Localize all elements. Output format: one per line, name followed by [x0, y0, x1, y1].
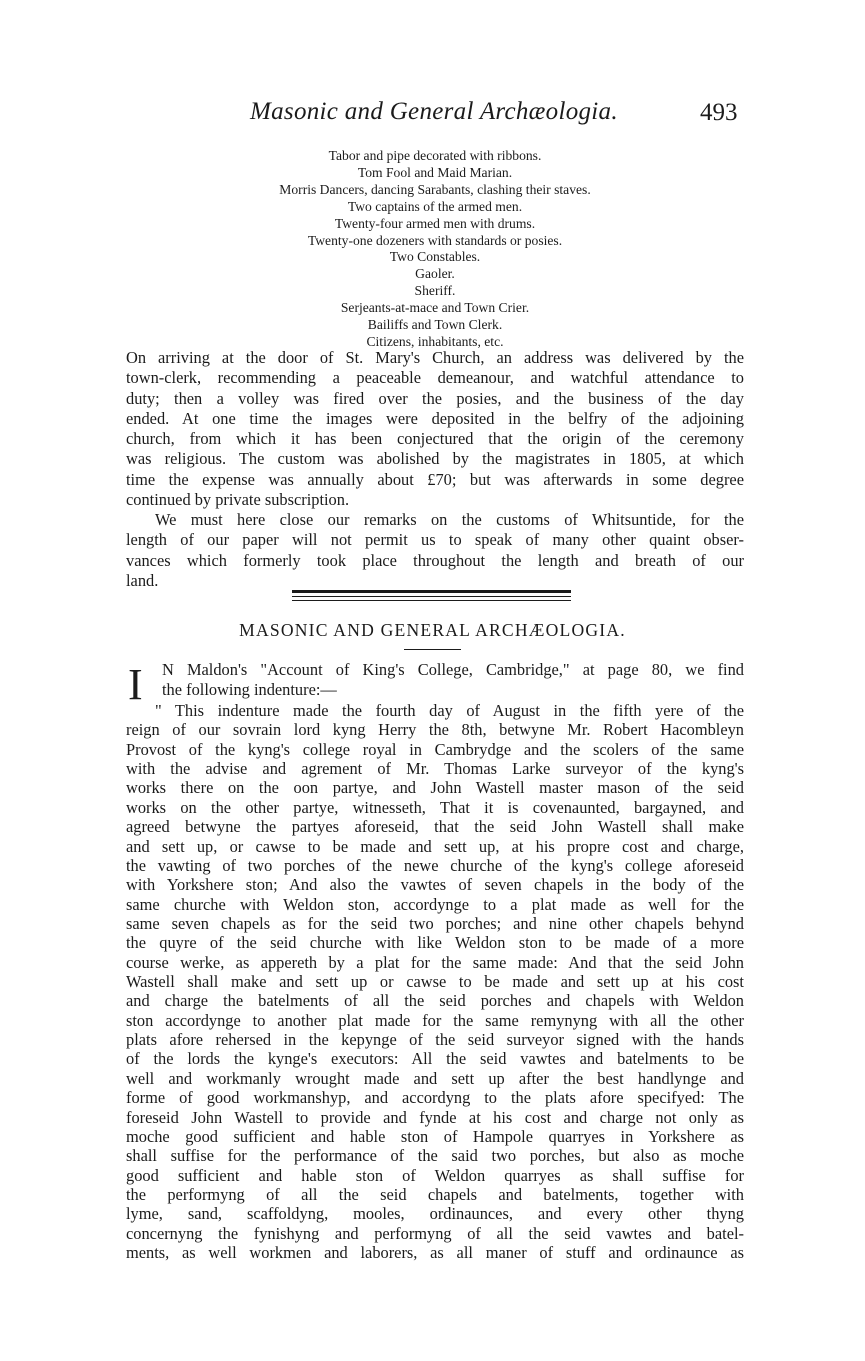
procession-item: Gaoler. — [415, 266, 455, 282]
text-line: land. — [126, 570, 159, 590]
procession-item: Twenty-one dozeners with standards or posies. — [307, 232, 563, 248]
text-line: with Yorkshere ston; And also the vawtes of seven chapels in the body of the — [126, 875, 744, 895]
text-line: the vawting of two porches of the newe churche of the kyng's college aforeseid — [126, 855, 744, 875]
text-line: and sett up, or cawse to be made and sett up, at his propre cost and charge, — [126, 836, 744, 856]
text-line: ments, as well workmen and laborers, as all maner of stuff and ordinaunce as — [126, 1243, 744, 1263]
text-line: and charge the batelments of all the seid porches and chapels with Weldon — [126, 991, 744, 1011]
procession-list — [200, 148, 670, 351]
text-line: agreed betwyne the partyes aforeseid, that the seid John Wastell shall make — [126, 817, 744, 837]
text-line: the quyre of the seid churche with like Weldon ston to be made of a more — [126, 933, 744, 953]
text-line: with the advise and agrement of Mr. Thomas Larke surveyor of the kyng's — [126, 759, 744, 779]
text-line: was religious. The custom was abolished by the magistrates in 1805, at which — [126, 449, 744, 469]
paragraph-arrival — [126, 348, 744, 510]
text-line: shall suffise for the performance of the said two porches, but also as moche — [126, 1146, 744, 1166]
text-line: of the lords the kynge's executors: All the seid vawtes and batelments to be — [126, 1049, 744, 1069]
text-line: same churche with Weldon ston, accordynge to a plat made as well for the — [126, 894, 744, 914]
text-line: the following indenture:— — [162, 680, 337, 700]
text-line: We must here close our remarks on the customs of Whitsuntide, for the — [155, 510, 744, 529]
heading-rule — [404, 649, 461, 650]
procession-item: Two captains of the armed men. — [347, 198, 523, 214]
text-line: length of our paper will not permit us to speak of many other quaint obser- — [126, 530, 744, 550]
text-line: concernyng the fynishyng and performyng of all the seid vawtes and batel- — [126, 1223, 744, 1243]
procession-item: Twenty-four armed men with drums. — [334, 215, 536, 231]
text-line: town-clerk, recommending a peaceable demeanour, and watchful attendance to — [126, 368, 744, 388]
text-line: works there on the oon partye, and John Wastell master mason of the seid — [126, 778, 744, 798]
text-line: ston accordynge to another plat made for the same remynyng with all the other — [126, 1010, 744, 1030]
section-heading: MASONIC AND GENERAL ARCHÆOLOGIA. — [239, 620, 626, 640]
paragraph-maldon — [126, 660, 744, 701]
text-line: lyme, sand, scaffoldyng, mooles, ordinaunces, and every other thyng — [126, 1204, 744, 1224]
procession-item: Bailiffs and Town Clerk. — [367, 317, 503, 333]
text-line: plats afore rehersed in the kepynge of the seid surveyor signed with the hands — [126, 1030, 744, 1050]
text-line: Provost of the kyng's college royal in Cambrydge and the scolers of the same — [126, 739, 744, 759]
text-line: time the expense was annually about £70; but was afterwards in some degree — [126, 469, 744, 489]
text-line: foreseid John Wastell to provide and fynde at his cost and charge not only as — [126, 1107, 744, 1127]
text-line: works on the other partye, witnesseth, That it is covenaunted, bargayned, and — [126, 797, 744, 817]
section-divider-line — [292, 600, 571, 601]
text-line: well and workmanly wrought made and sett up after the best handlynge and — [126, 1068, 744, 1088]
procession-item: Serjeants-at-mace and Town Crier. — [340, 300, 530, 316]
running-title: Masonic and General Archæologia. — [250, 98, 618, 125]
procession-item: Citizens, inhabitants, etc. — [366, 333, 504, 349]
section-divider — [292, 590, 571, 593]
paragraph-indenture — [126, 701, 744, 1262]
text-line: continued by private subscription. — [126, 490, 350, 510]
text-line: " This indenture made the fourth day of August in the fifth yere of the — [155, 701, 744, 720]
text-line: course werke, as appereth by a plat for the same made: And that the seid John — [126, 952, 744, 972]
text-line: church, from which it has been conjectured that the origin of the ceremony — [126, 429, 744, 449]
paragraph-close — [126, 510, 744, 591]
text-line: forme of good workmanshyp, and accordyng to the plats afore specifyed: The — [126, 1088, 744, 1108]
drop-cap: I — [128, 660, 143, 709]
text-line: good sufficient and hable ston of Weldon quarryes as shall suffise for — [126, 1165, 744, 1185]
text-line: moche good sufficient and hable ston of Hampole quarryes in Yorkshere as — [126, 1126, 744, 1146]
text-line: the performyng of all the seid chapels and batelments, together with — [126, 1184, 744, 1204]
procession-item: Sheriff. — [414, 283, 456, 299]
text-line: ended. At one time the images were deposited in the belfry of the adjoining — [126, 408, 744, 428]
text-line: duty; then a volley was fired over the posies, and the business of the day — [126, 388, 744, 408]
page-number: 493 — [700, 99, 738, 126]
text-line: Wastell shall make and sett up or cawse to be made and sett up at his cost — [126, 972, 744, 992]
text-line: same seven chapels as for the seid two porches; and nine other chapels behynd — [126, 913, 744, 933]
text-line: reign of our sovrain lord kyng Herry the 8th, betwyne Mr. Robert Hacombleyn — [126, 720, 744, 740]
procession-item: Tabor and pipe decorated with ribbons. — [328, 148, 542, 163]
procession-item: Morris Dancers, dancing Sarabants, clashing their staves. — [279, 181, 591, 197]
section-divider-line — [292, 596, 571, 597]
procession-item: Tom Fool and Maid Marian. — [357, 164, 513, 180]
text-line: N Maldon's "Account of King's College, Cambridge," at page 80, we find — [162, 660, 744, 679]
procession-item: Two Constables. — [389, 249, 481, 265]
text-line: On arriving at the door of St. Mary's Church, an address was delivered by the — [126, 348, 744, 367]
text-line: vances which formerly took place throughout the length and breath of our — [126, 550, 744, 570]
